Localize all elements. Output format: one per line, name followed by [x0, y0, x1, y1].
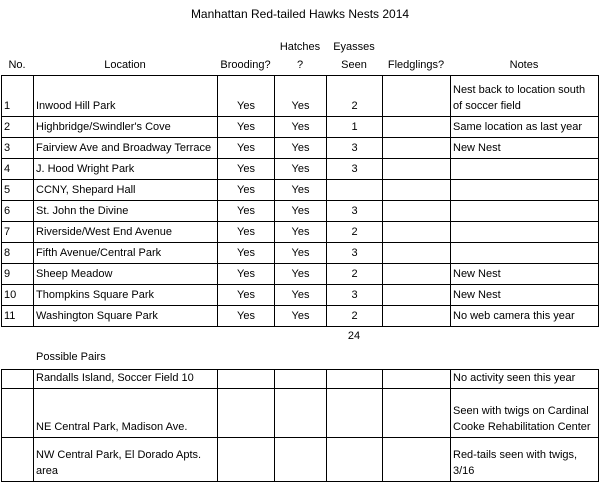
nest-notes: New Nest — [451, 138, 599, 159]
nest-fledglings — [383, 306, 451, 327]
empty-cell — [327, 389, 383, 438]
nest-fledglings — [383, 159, 451, 180]
nest-eyasses-seen: 3 — [327, 159, 383, 180]
table-row — [2, 76, 599, 117]
nest-number: 7 — [2, 222, 34, 243]
nest-hatches: Yes — [275, 285, 327, 306]
pair-location: NE Central Park, Madison Ave. — [34, 389, 218, 438]
nest-hatches: Yes — [275, 117, 327, 138]
nest-notes: Nest back to location south of soccer field — [451, 76, 599, 117]
table-row — [2, 159, 599, 180]
nest-fledglings — [383, 243, 451, 264]
empty-cell — [327, 370, 383, 389]
nest-location: Fairview Ave and Broadway Terrace — [34, 138, 218, 159]
nest-fledglings — [383, 201, 451, 222]
nests-table — [1, 75, 599, 327]
possible-pairs-table — [1, 369, 599, 482]
nest-location: Riverside/West End Avenue — [34, 222, 218, 243]
nest-fledglings — [383, 285, 451, 306]
header-fledglings — [382, 56, 450, 74]
table-row — [2, 370, 599, 389]
empty-cell — [218, 370, 275, 389]
nest-eyasses-seen: 2 — [327, 306, 383, 327]
header-location — [33, 56, 217, 74]
nest-number: 9 — [2, 264, 34, 285]
header-eyasses — [326, 38, 382, 74]
nest-brooding: Yes — [218, 76, 275, 117]
nest-brooding: Yes — [218, 159, 275, 180]
table-row — [2, 201, 599, 222]
header-notes — [450, 56, 598, 74]
nest-eyasses-seen: 1 — [327, 117, 383, 138]
nest-notes — [451, 201, 599, 222]
nest-notes: Same location as last year — [451, 117, 599, 138]
nest-location: Washington Square Park — [34, 306, 218, 327]
table-row — [2, 243, 599, 264]
nest-number: 11 — [2, 306, 34, 327]
table-row — [2, 438, 599, 482]
table-row — [2, 306, 599, 327]
empty-cell — [2, 389, 34, 438]
pair-location: NW Central Park, El Dorado Apts. area — [34, 438, 218, 482]
nest-location: Inwood Hill Park — [34, 76, 218, 117]
nest-number: 4 — [2, 159, 34, 180]
nest-fledglings — [383, 264, 451, 285]
table-row — [2, 389, 599, 438]
table-row — [2, 180, 599, 201]
nest-brooding: Yes — [218, 264, 275, 285]
table-row — [2, 138, 599, 159]
empty-cell — [383, 438, 451, 482]
nest-number: 2 — [2, 117, 34, 138]
nest-notes — [451, 159, 599, 180]
nest-hatches: Yes — [275, 159, 327, 180]
nest-brooding: Yes — [218, 306, 275, 327]
empty-cell — [2, 438, 34, 482]
nest-eyasses-seen: 2 — [327, 76, 383, 117]
table-row — [2, 264, 599, 285]
nest-brooding: Yes — [218, 243, 275, 264]
pair-location: Randalls Island, Soccer Field 10 — [34, 370, 218, 389]
nest-hatches: Yes — [275, 138, 327, 159]
pair-notes: Red-tails seen with twigs, 3/16 — [451, 438, 599, 482]
header-brooding — [217, 56, 274, 74]
nest-location: J. Hood Wright Park — [34, 159, 218, 180]
empty-cell — [275, 438, 327, 482]
nest-number: 1 — [2, 76, 34, 117]
nest-eyasses-seen: 3 — [327, 201, 383, 222]
nest-brooding: Yes — [218, 201, 275, 222]
table-row — [2, 117, 599, 138]
empty-cell — [218, 389, 275, 438]
nest-number: 8 — [2, 243, 34, 264]
nest-brooding: Yes — [218, 180, 275, 201]
empty-cell — [383, 370, 451, 389]
header-hatches — [274, 38, 326, 74]
nest-eyasses-seen: 3 — [327, 138, 383, 159]
table-row — [2, 285, 599, 306]
nest-location: Thompkins Square Park — [34, 285, 218, 306]
nest-number: 3 — [2, 138, 34, 159]
header-no-text: No. — [8, 59, 26, 71]
nest-location: St. John the Divine — [34, 201, 218, 222]
table-row — [2, 222, 599, 243]
header-hatches-line2: ? — [296, 59, 304, 71]
nest-brooding: Yes — [218, 285, 275, 306]
header-eyasses-line2: Seen — [341, 59, 367, 71]
header-hatches-line1: Hatches — [279, 41, 321, 53]
nest-hatches: Yes — [275, 76, 327, 117]
nest-hatches: Yes — [275, 201, 327, 222]
header-brooding-text: Brooding? — [220, 59, 271, 71]
nest-fledglings — [383, 180, 451, 201]
nest-hatches: Yes — [275, 264, 327, 285]
nest-number: 10 — [2, 285, 34, 306]
nest-hatches: Yes — [275, 222, 327, 243]
empty-cell — [383, 389, 451, 438]
empty-cell — [275, 389, 327, 438]
possible-pairs-label: Possible Pairs — [36, 351, 106, 363]
nest-eyasses-seen — [327, 180, 383, 201]
nest-eyasses-seen: 3 — [327, 243, 383, 264]
header-notes-text: Notes — [509, 59, 539, 71]
empty-cell — [275, 370, 327, 389]
header-location-text: Location — [104, 59, 146, 71]
nest-number: 6 — [2, 201, 34, 222]
nest-location: Fifth Avenue/Central Park — [34, 243, 218, 264]
nest-fledglings — [383, 76, 451, 117]
nest-hatches: Yes — [275, 243, 327, 264]
pair-notes: No activity seen this year — [451, 370, 599, 389]
nest-brooding: Yes — [218, 138, 275, 159]
header-no — [1, 56, 33, 74]
header-fledglings-text: Fledglings? — [387, 59, 445, 71]
nest-notes: New Nest — [451, 264, 599, 285]
nest-notes — [451, 222, 599, 243]
nest-brooding: Yes — [218, 117, 275, 138]
nest-hatches: Yes — [275, 180, 327, 201]
nest-eyasses-seen: 2 — [327, 264, 383, 285]
nest-fledglings — [383, 222, 451, 243]
empty-cell — [218, 438, 275, 482]
empty-cell — [327, 438, 383, 482]
nest-eyasses-seen: 2 — [327, 222, 383, 243]
nest-notes — [451, 180, 599, 201]
nest-hatches: Yes — [275, 306, 327, 327]
total-eyasses: 24 — [347, 330, 361, 342]
nest-notes — [451, 243, 599, 264]
pair-notes: Seen with twigs on Cardinal Cooke Rehabilitation Center — [451, 389, 599, 438]
header-eyasses-line1: Eyasses — [333, 41, 375, 53]
document-title: Manhattan Red-tailed Hawks Nests 2014 — [190, 7, 410, 21]
nest-notes: New Nest — [451, 285, 599, 306]
nest-number: 5 — [2, 180, 34, 201]
nest-fledglings — [383, 138, 451, 159]
nest-eyasses-seen: 3 — [327, 285, 383, 306]
empty-cell — [2, 370, 34, 389]
nest-notes: No web camera this year — [451, 306, 599, 327]
nest-location: CCNY, Shepard Hall — [34, 180, 218, 201]
nest-location: Sheep Meadow — [34, 264, 218, 285]
nest-fledglings — [383, 117, 451, 138]
nest-brooding: Yes — [218, 222, 275, 243]
nest-location: Highbridge/Swindler's Cove — [34, 117, 218, 138]
